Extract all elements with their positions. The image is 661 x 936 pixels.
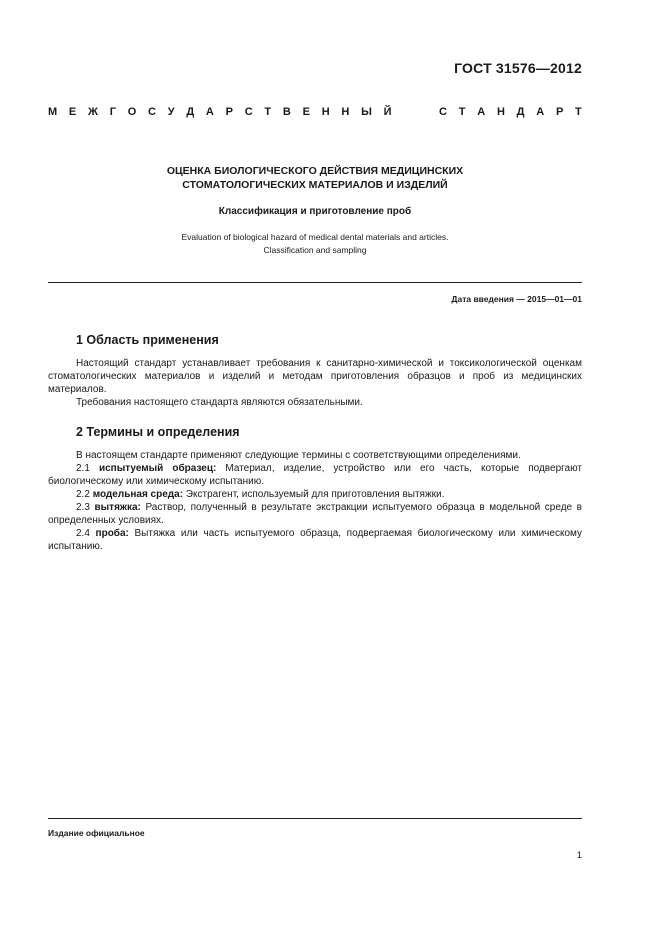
term-name: проба: [95,528,129,539]
banner-letter: С [439,106,447,118]
banner-letter: М [48,106,58,118]
header-divider [48,282,582,283]
banner-letter: А [536,106,545,118]
banner-letter: Е [68,106,77,118]
banner-letter: Т [264,106,272,118]
term-number: 2.1 [76,463,99,474]
banner-letter: Е [302,106,310,118]
banner-letter: Р [225,106,233,118]
banner-letter: Д [516,106,525,118]
effective-date: Дата введения — 2015—01—01 [451,294,582,304]
term-text: Вытяжка или часть испытуемого образца, подвергаемая биологическому или химическому испытанию. [48,528,582,552]
interstate-standard-banner [48,106,582,118]
banner-letter: Н [496,106,505,118]
title-line: ОЦЕНКА БИОЛОГИЧЕСКОГО ДЕЙСТВИЯ МЕДИЦИНСКИХ [166,165,464,177]
term-definition [48,527,582,553]
banner-letter: Н [321,106,330,118]
banner-letter: Ж [88,106,98,118]
banner-letter: Н [341,106,350,118]
page-number: 1 [576,850,582,861]
banner-letter: В [282,106,291,118]
banner-letter: Р [555,106,564,118]
title-line: СТОМАТОЛОГИЧЕСКИХ МАТЕРИАЛОВ И ИЗДЕЛИЙ [182,178,448,191]
banner-letter: С [148,106,156,118]
banner-letter: Д [186,106,195,118]
banner-letter: Ы [361,106,372,118]
paragraph: Настоящий стандарт устанавливает требования к санитарно-химической и токсикологической оценкам стоматологических материалов и изделий и методам приготовления образцов и проб из медицинских материалов. [48,358,582,395]
term-number: 2.4 [76,528,96,539]
english-title [48,231,582,257]
footer-divider [48,818,582,819]
section-body-terms [48,449,582,553]
banner-word-gap [403,106,427,118]
paragraph: Требования настоящего стандарта являются обязательными. [76,397,363,408]
section-heading-terms: 2 Термины и определения [76,425,240,439]
banner-letter: С [244,106,253,118]
term-name: модельная среда: [92,489,184,500]
official-edition-label: Издание официальное [48,828,145,838]
term-text: Материал, изделие, устройство или его часть, которые подвергают биологическому или химическому испытанию. [48,463,582,487]
term-definition [48,501,582,527]
paragraph: В настоящем стандарте применяют следующие термины с соответствующими определениями. [76,450,521,461]
term-definition [48,462,582,488]
term-text: Раствор, полученный в результате экстракции испытуемого образца в модельной среде в определенных условиях. [48,502,582,526]
term-text: Экстрагент, используемый для приготовления вытяжки. [183,489,445,500]
term-definition [48,488,582,501]
document-code: ГОСТ 31576—2012 [454,60,582,76]
document-subtitle: Классификация и приготовление проб [218,206,412,217]
term-number: 2.2 [76,489,93,500]
term-number: 2.3 [76,502,95,513]
banner-letter: Т [575,106,582,118]
document-title [48,165,582,192]
term-name: вытяжка: [94,502,141,513]
section-heading-scope: 1 Область применения [76,333,219,347]
banner-letter: А [205,106,214,118]
banner-letter: Й [383,106,392,118]
banner-letter: Т [458,106,466,118]
english-title-line: Classification and sampling [263,245,367,255]
banner-letter: А [477,106,486,118]
english-title-line: Evaluation of biological hazard of medical dental materials and articles. [181,232,449,242]
banner-letter: О [127,106,137,118]
banner-letter: У [167,106,175,118]
section-body-scope [48,357,582,409]
banner-letter: Г [109,106,116,118]
term-name: испытуемый образец: [98,463,217,474]
